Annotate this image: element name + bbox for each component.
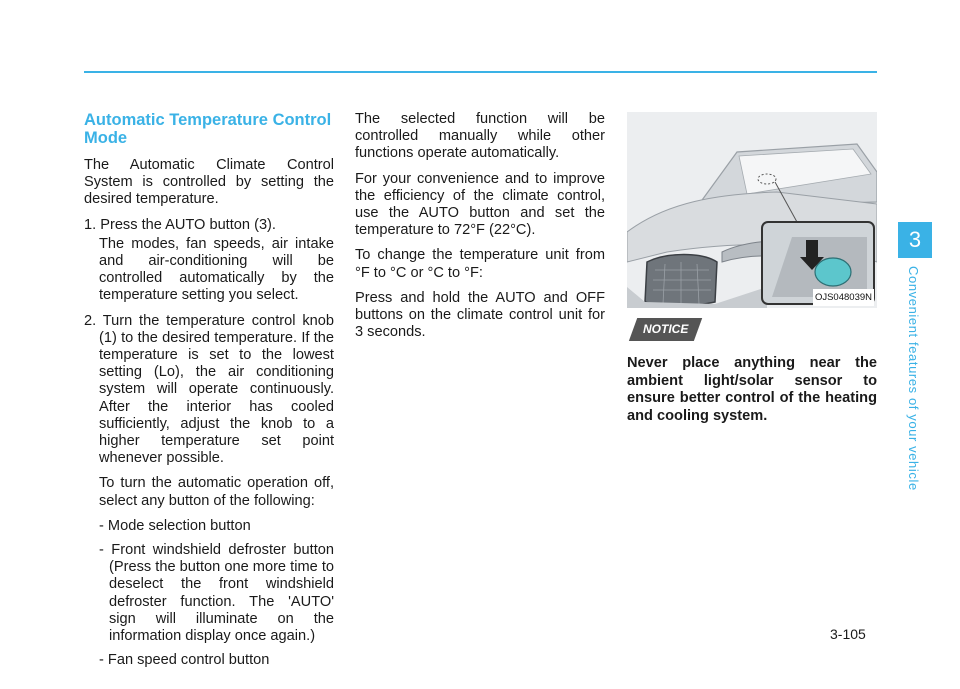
middle-column — [355, 111, 605, 349]
bullet-defroster: - Front windshield defroster button (Press the button one more time to deselect the front windshield defroster function. The 'AUTO' sign will illuminate on the information display once again.) — [99, 542, 334, 645]
figure-code: OJS048039N — [813, 289, 874, 306]
notice-badge — [629, 318, 703, 341]
step-1: 1. Press the AUTO button (3). — [84, 216, 276, 233]
sensor-illustration — [627, 112, 877, 308]
bullet-fan: - Fan speed control button — [99, 652, 270, 669]
section-heading: Automatic Temperature Control Mode — [84, 111, 332, 147]
notice-badge-label: NOTICE — [643, 322, 689, 336]
turn-off-paragraph: To turn the automatic operation off, select any button of the following: — [99, 475, 334, 509]
top-rule — [84, 71, 877, 73]
paragraph-press-hold: Press and hold the AUTO and OFF buttons on the climate control unit for 3 seconds. — [355, 289, 605, 341]
paragraph-unit-change: To change the temperature unit from °F to °C or °C to °F: — [355, 247, 605, 281]
car-illustration — [627, 112, 877, 308]
bullet-mode: - Mode selection button — [99, 517, 251, 534]
intro-paragraph: The Automatic Climate Control System is controlled by setting the desired temperature. — [84, 157, 334, 208]
chapter-title: Convenient features of your vehicle — [906, 266, 921, 491]
page-number: 3-105 — [830, 626, 866, 642]
paragraph-convenience: For your convenience and to improve the efficiency of the climate control, use the AUTO button and set the temperature to 72°F (22°C). — [355, 170, 605, 239]
step-2: 2. Turn the temperature control knob (1) to the desired temperature. If the temperature is set to the lowest setting (Lo), the air conditioning system will operate continuously. After the interior has cooled sufficiently, adjust the knob to a higher temperature set point whenever possible. — [84, 312, 334, 467]
left-column — [84, 111, 334, 676]
chapter-tab: 3 — [898, 222, 932, 258]
notice-text: Never place anything near the ambient light/solar sensor to ensure better control of the heating and cooling system. — [627, 355, 877, 424]
right-column — [627, 112, 877, 425]
step-1-detail: The modes, fan speeds, air intake and air-conditioning will be controlled automatically by the temperature setting you select. — [99, 235, 334, 304]
paragraph-manual: The selected function will be controlled manually while other functions operate automatically. — [355, 111, 605, 162]
